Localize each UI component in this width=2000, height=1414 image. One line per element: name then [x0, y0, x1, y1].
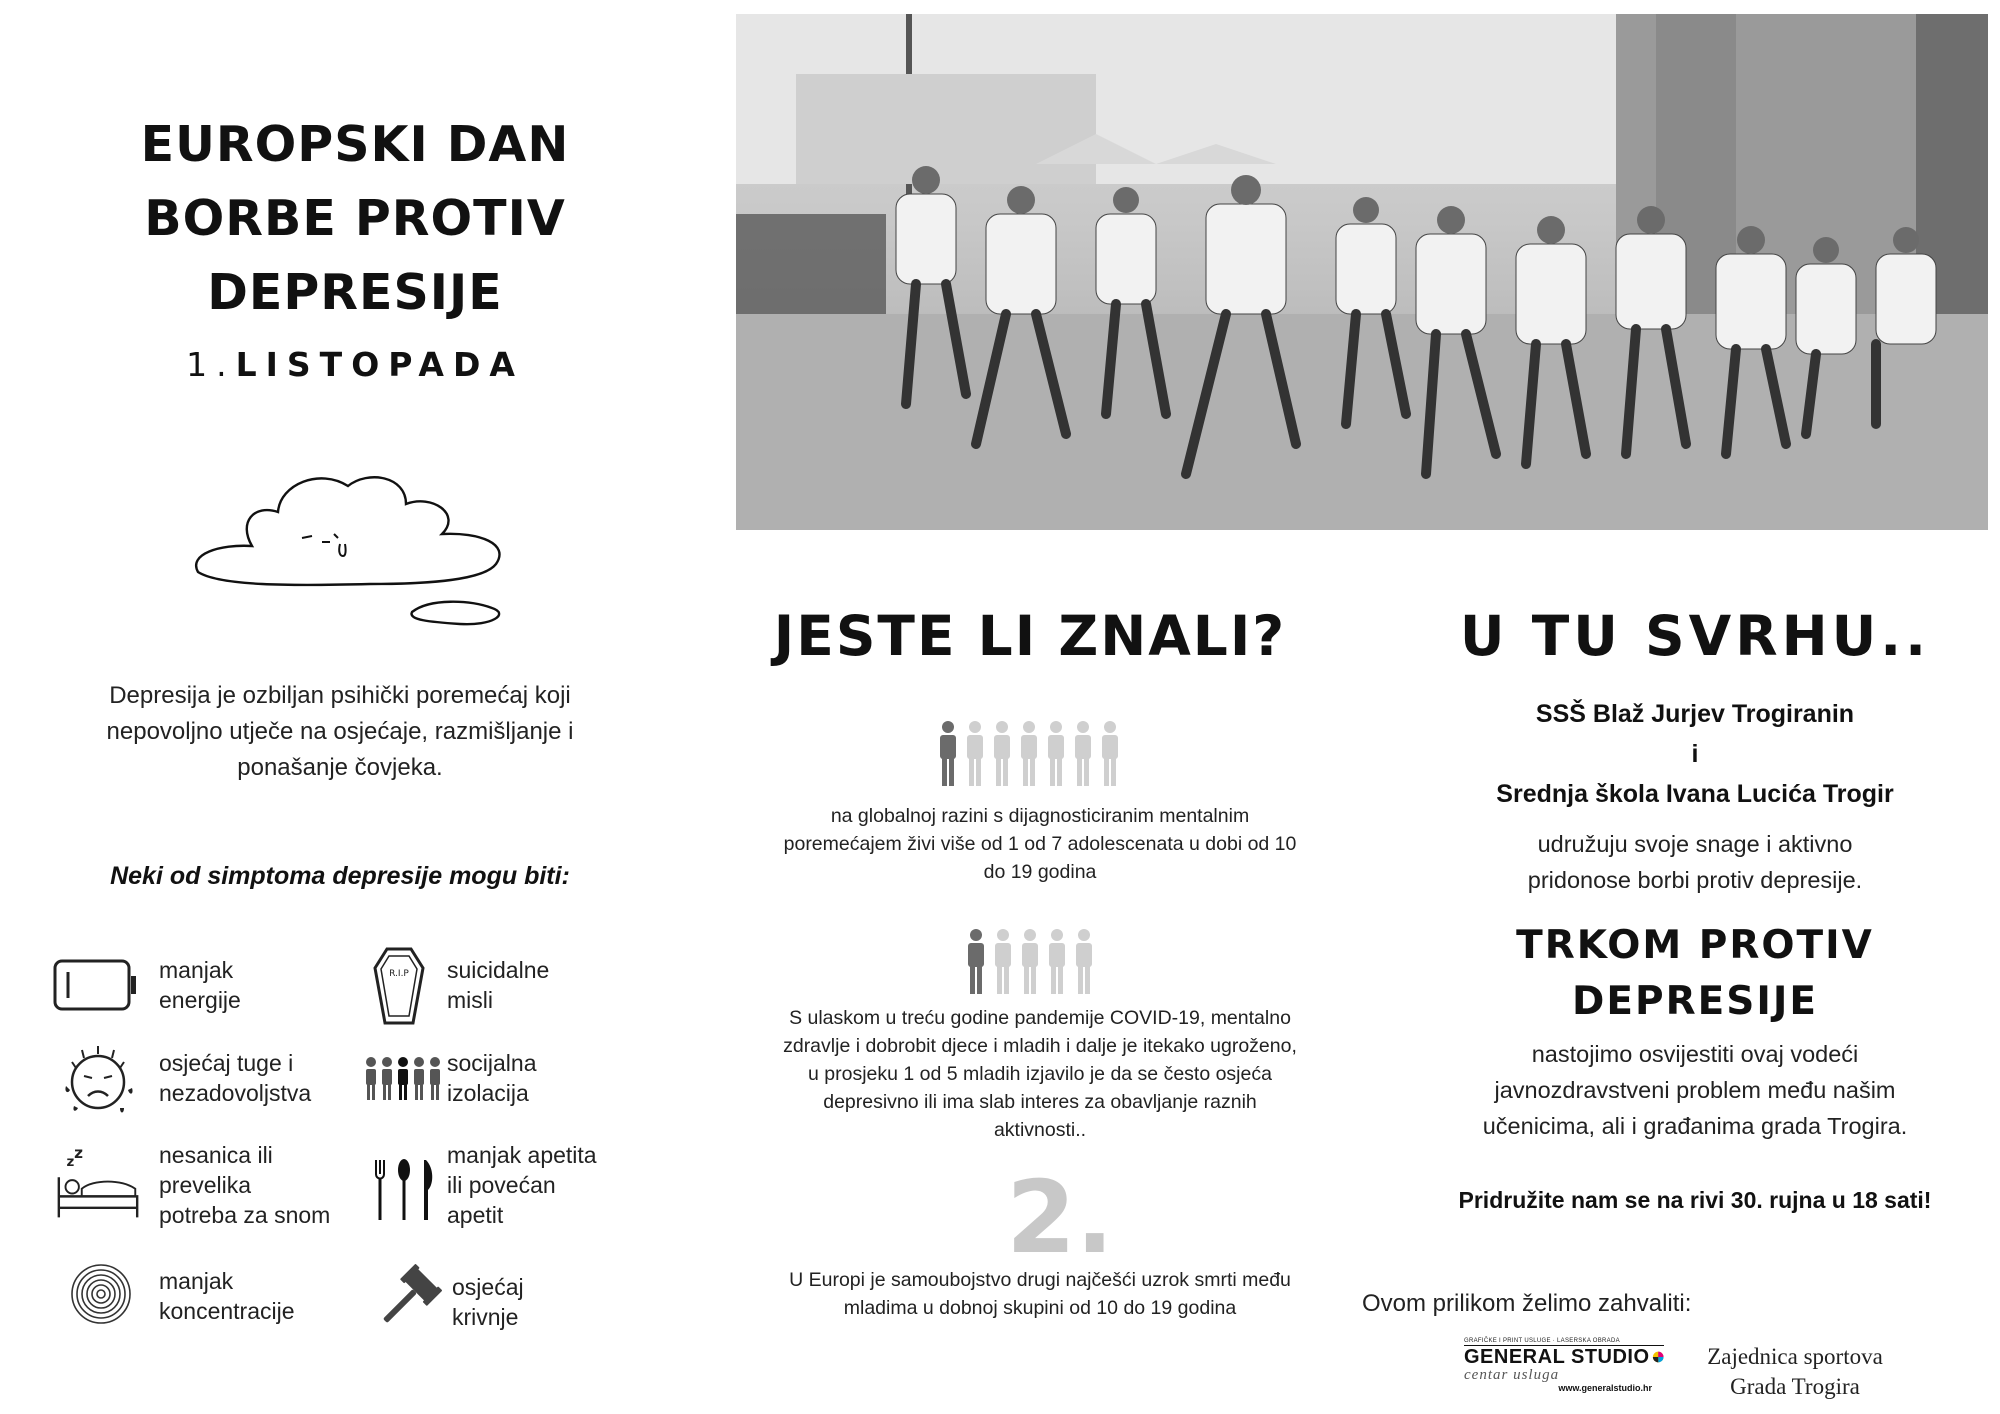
symptom-text: osjećaj krivnje: [452, 1274, 524, 1330]
person-icon: [1102, 721, 1118, 786]
main-title-line-2: BORBE PROTIV: [144, 190, 566, 247]
person-icon: [995, 929, 1011, 994]
general-studio-tagline: GRAFIČKE I PRINT USLUGE · LASERSKA OBRADA: [1464, 1338, 1620, 1344]
symptom-text: manjak apetita ili povećan apetit: [447, 1142, 597, 1228]
coffin-icon: [356, 946, 442, 1026]
sports-association-logo: [1680, 1342, 1910, 1402]
people-ratio-1-of-7-icon: [934, 720, 1134, 788]
awareness-text: nastojimo osvijestiti ovaj vodeći javnozdravstveni problem među našim učenicima, ali i građanima grada Trogira.: [1482, 1041, 1908, 1139]
main-title-line-3: DEPRESIJE: [207, 264, 503, 321]
person-icon: [994, 721, 1010, 786]
symptoms-heading: Neki od simptoma depresije mogu biti:: [110, 862, 570, 890]
person-highlighted-icon: [940, 721, 956, 786]
cutlery-icon: [360, 1158, 446, 1222]
person-icon: [1048, 721, 1064, 786]
running-race-photo: [736, 14, 1988, 530]
school-1-name: SSŠ Blaž Jurjev Trogiranin: [1535, 700, 1855, 728]
person-icon: [1076, 929, 1092, 994]
symptom-text: manjak koncentracije: [159, 1268, 295, 1324]
symptom-text: osjećaj tuge i nezadovoljstva: [159, 1050, 312, 1106]
people-ratio-1-of-5-icon: [962, 928, 1112, 996]
person-icon: [1075, 721, 1091, 786]
date-number: 1.: [186, 345, 236, 384]
run-title: [1380, 918, 2000, 1030]
gavel-icon: [364, 1264, 450, 1334]
person-highlighted-icon: [968, 929, 984, 994]
svg-text:z: z: [74, 1144, 84, 1163]
facts-heading: JESTE LI ZNALI?: [773, 604, 1287, 668]
fact-1-text: na globalnoj razini s dijagnosticiranim mentalnim poremećajem živi više od 1 od 7 adolescenata u dobi od 10 do 19 godina: [783, 805, 1297, 883]
sad-face-icon: [55, 1040, 141, 1120]
date-month: LISTOPADA: [235, 345, 524, 384]
sad-cloud-icon: [180, 462, 525, 632]
purpose-heading: U TU SVRHU..: [1459, 604, 1931, 668]
school-2-name: Srednja škola Ivana Lucića Trogir: [1496, 780, 1894, 808]
school-conjunction: i: [1691, 740, 1699, 768]
general-studio-logo: [1464, 1338, 1664, 1404]
run-title-line-2: DEPRESIJE: [1571, 979, 1819, 1024]
person-icon: [1021, 721, 1037, 786]
sports-association-line-2: Grada Trogira: [1730, 1374, 1860, 1399]
fact-3-text: U Europi je samoubojstvo drugi najčešći uzrok smrti među mladima u dobnoj skupini od 10 do 19 godina: [789, 1269, 1291, 1319]
symptom-text: suicidalne misli: [447, 957, 550, 1013]
main-title: [90, 108, 620, 330]
run-title-line-1: TRKOM PROTIV: [1516, 923, 1874, 968]
symptom-text: manjak energije: [159, 957, 241, 1013]
sports-association-line-1: Zajednica sportova: [1707, 1344, 1883, 1369]
fact-2-text: S ulaskom u treću godine pandemije COVID-19, mentalno zdravlje i dobrobit djece i mladih i dalje je itekako ugroženo, u prosjeku 1 od 5 mladih izjavilo je da se često osjeća depresivno ili ima slab interes za obavljanje raznih aktivnosti..: [783, 1007, 1297, 1141]
battery-icon: [52, 950, 138, 1020]
general-studio-name: GENERAL STUDIO: [1464, 1346, 1650, 1368]
main-title-line-1: EUROPSKI DAN: [140, 116, 570, 173]
symptom-text: nesanica ili prevelika potreba za snom: [159, 1142, 331, 1228]
people-icon: [360, 1044, 446, 1114]
person-icon: [1022, 929, 1038, 994]
color-wheel-icon: [1652, 1350, 1664, 1364]
invitation-text: Pridružite nam se na rivi 30. rujna u 18 sati!: [1458, 1187, 1932, 1213]
person-icon: [1049, 929, 1065, 994]
purpose-text: udružuju svoje snage i aktivno pridonose borbi protiv depresije.: [1527, 831, 1863, 893]
general-studio-subtitle: centar usluga: [1464, 1367, 1560, 1383]
date-line: [90, 345, 620, 384]
person-icon: [967, 721, 983, 786]
symptom-text: socijalna izolacija: [447, 1050, 537, 1106]
schools-block: [1380, 694, 2000, 814]
fact-3-number: 2.: [1006, 1159, 1114, 1276]
general-studio-url: www.generalstudio.hr: [1558, 1383, 1652, 1393]
sleeping-bed-icon: [55, 1143, 141, 1223]
spiral-icon: [58, 1262, 144, 1326]
svg-text:R.I.P: R.I.P: [389, 969, 409, 979]
svg-text:z: z: [66, 1154, 75, 1170]
thanks-text: Ovom prilikom želimo zahvaliti:: [1362, 1290, 1692, 1317]
intro-text: Depresija je ozbiljan psihički poremećaj koji nepovoljno utječe na osjećaje, razmišljanje i ponašanje čovjeka.: [106, 682, 574, 781]
